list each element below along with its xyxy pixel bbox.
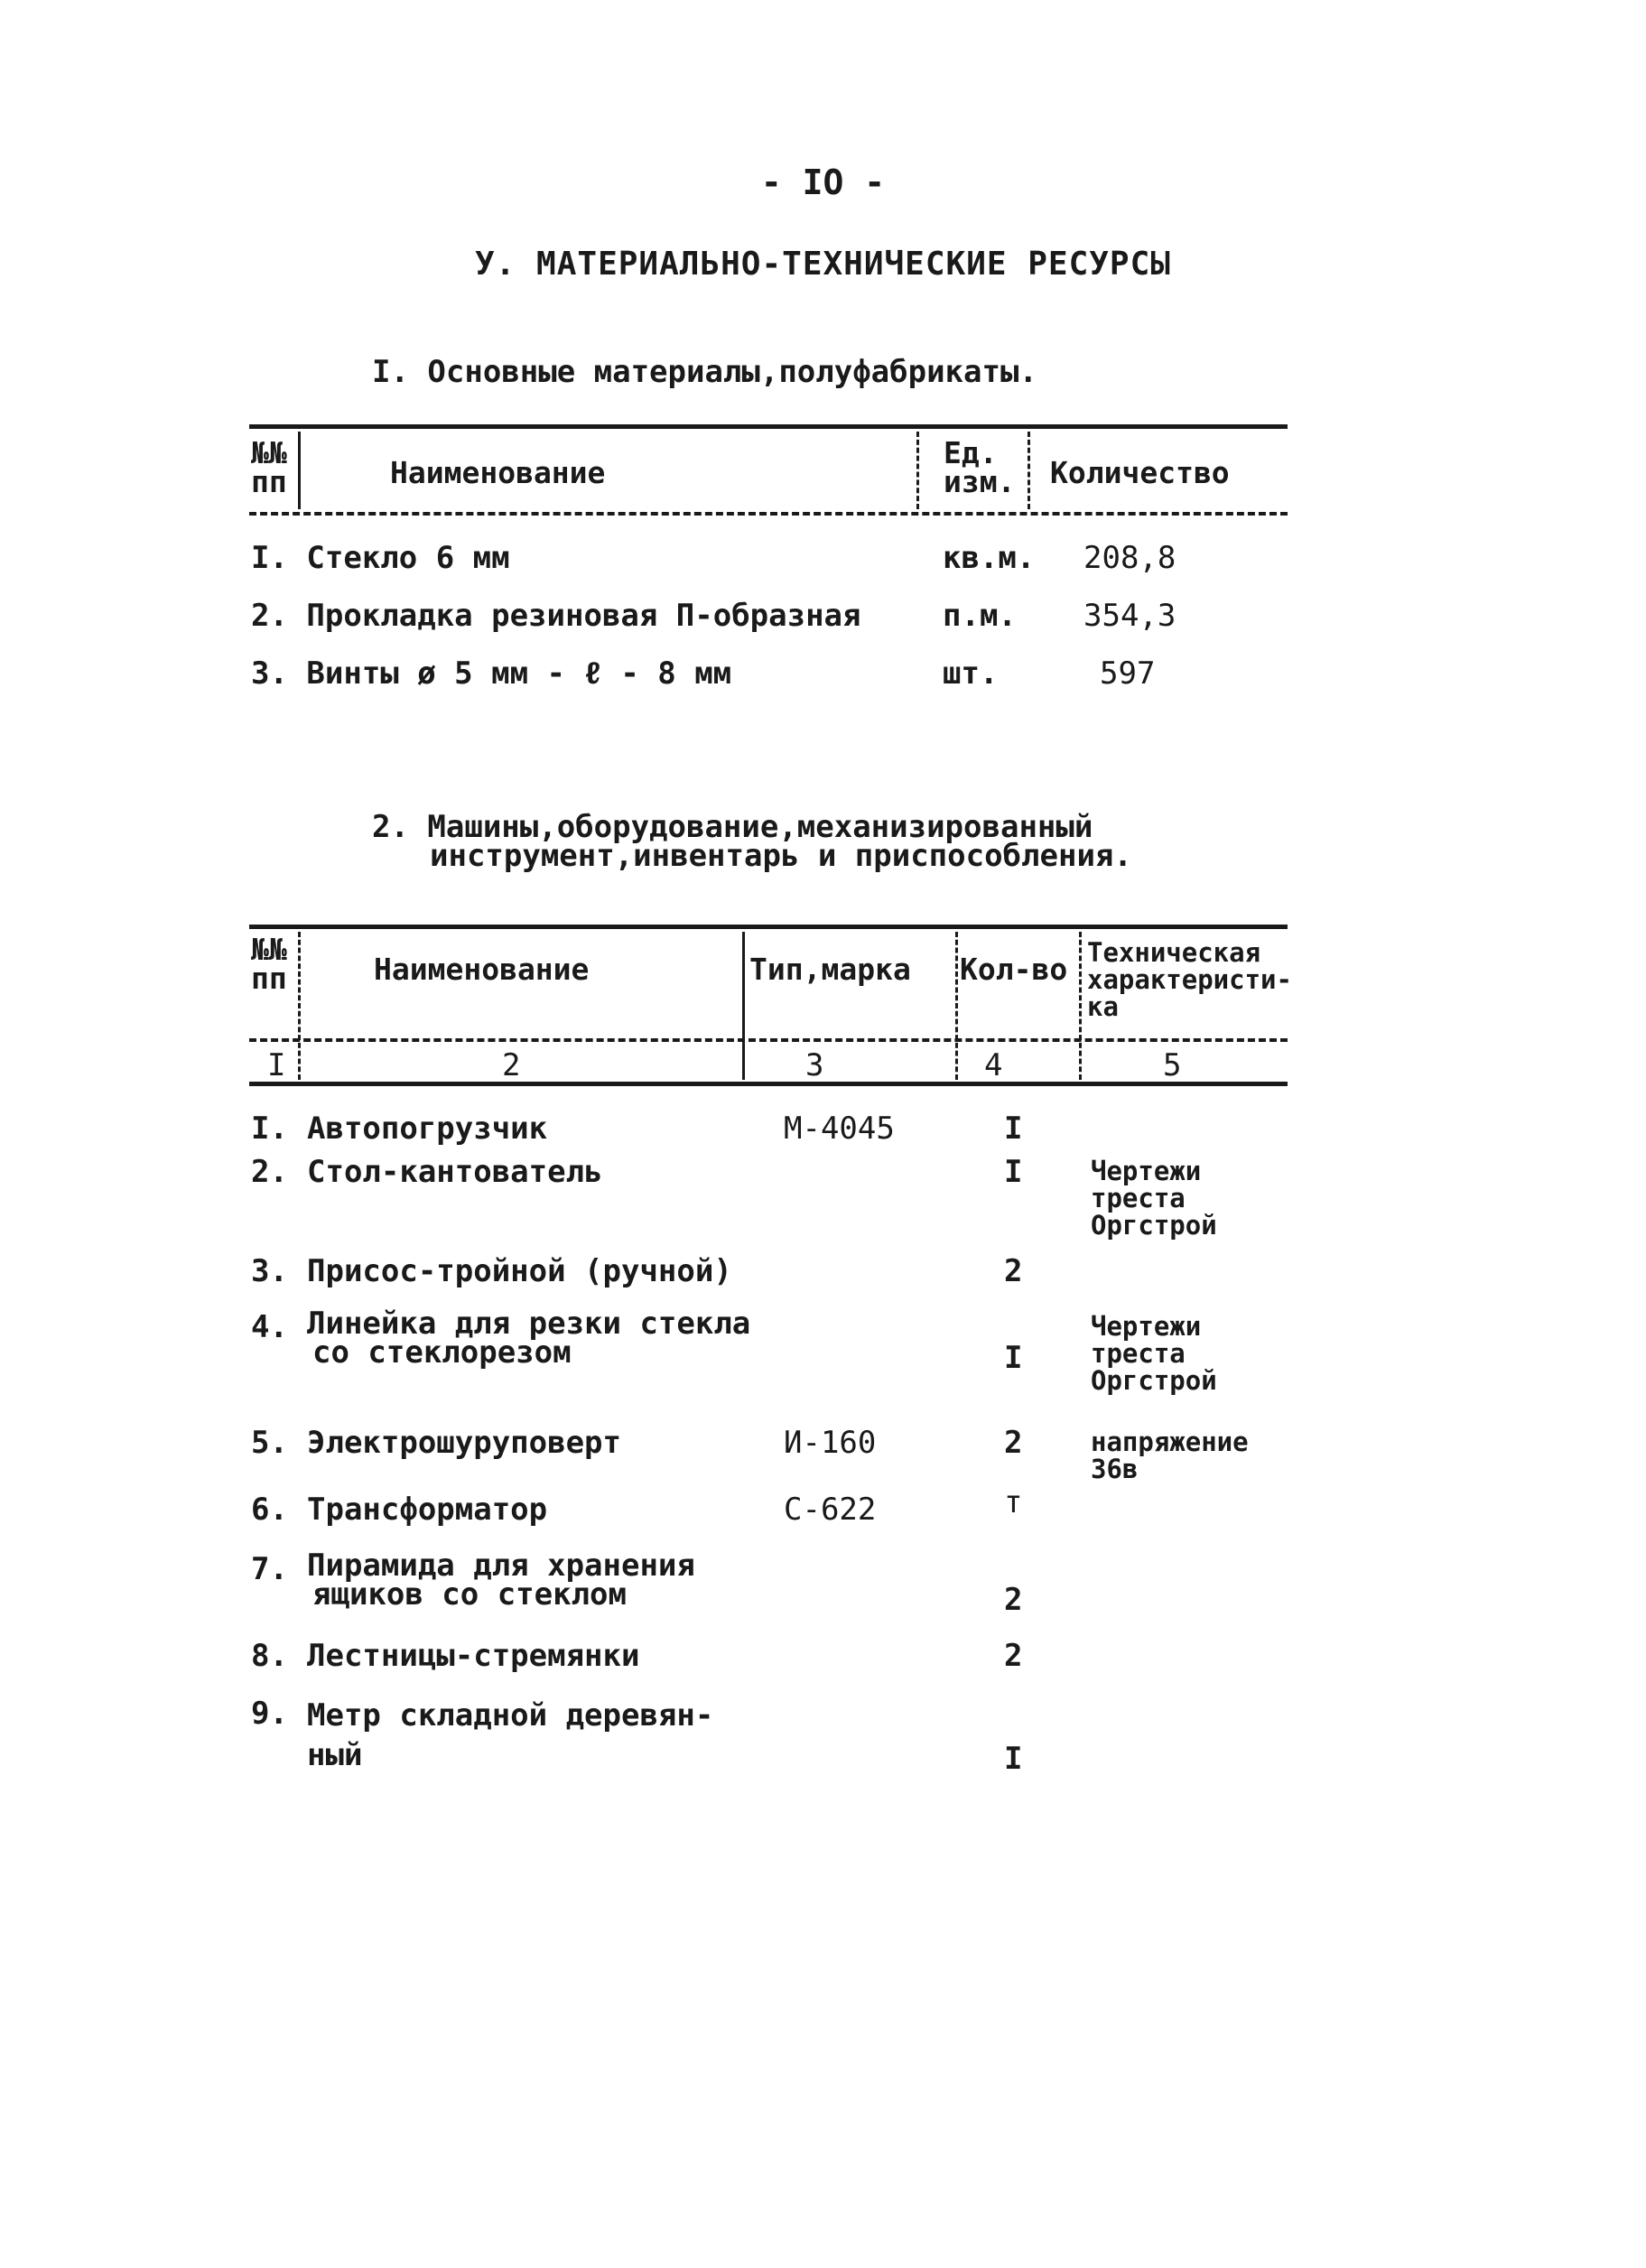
- table1-top-rule: [249, 424, 1288, 429]
- row-type: М-4045: [784, 1111, 895, 1147]
- col-number: I: [267, 1047, 286, 1083]
- header-unit-bottom: изм.: [944, 464, 1016, 499]
- table2-col-divider: [955, 932, 958, 1080]
- row-name: I. Стекло 6 мм: [251, 540, 510, 576]
- row-num: 6.: [251, 1492, 288, 1528]
- row-count: I: [1004, 1741, 1023, 1777]
- table2-header-tech: [1087, 939, 1292, 1020]
- row-name: Трансформатор: [307, 1492, 548, 1528]
- row-name-line: ный: [307, 1737, 363, 1773]
- row-type: С-622: [784, 1492, 877, 1528]
- row-num: 9.: [251, 1696, 288, 1732]
- header-unit-top: Ед.: [944, 435, 998, 470]
- row-qty: 354,3: [1083, 598, 1176, 634]
- row-tech: [1091, 1157, 1217, 1239]
- row-unit: кв.м.: [943, 540, 1036, 576]
- row-tech-line: Чертежи: [1091, 1156, 1202, 1186]
- col-number: 2: [502, 1047, 521, 1083]
- row-name: Присос-тройной (ручной): [307, 1253, 732, 1289]
- row-name-line: ящиков со стеклом: [312, 1576, 627, 1613]
- header-tech-2: характеристи-: [1087, 964, 1292, 995]
- header-num-bottom: пп: [251, 464, 287, 499]
- table2-colnum-rule: [249, 1082, 1288, 1086]
- section-title: У. МАТЕРИАЛЬНО-ТЕХНИЧЕСКИЕ РЕСУРСЫ: [475, 246, 1171, 283]
- row-tech-line: 36в: [1091, 1454, 1139, 1484]
- row-num: 3.: [251, 1253, 288, 1289]
- table1-header-unit: [944, 435, 1016, 499]
- row-qty: 597: [1100, 655, 1156, 692]
- table2-header-type: Тип,марка: [749, 952, 911, 987]
- row-tech-line: напряжение: [1091, 1427, 1249, 1457]
- row-tech: [1091, 1428, 1249, 1483]
- col-number: 4: [984, 1047, 1003, 1083]
- table1-header-rule: [249, 512, 1288, 516]
- row-tech: [1091, 1313, 1217, 1394]
- row-tech-line: треста: [1091, 1338, 1186, 1369]
- table2-top-rule: [249, 925, 1288, 929]
- row-num: 5.: [251, 1425, 288, 1461]
- row-count: I: [1004, 1111, 1023, 1147]
- row-tech-line: треста: [1091, 1183, 1186, 1213]
- row-num: 8.: [251, 1638, 288, 1674]
- row-name: [307, 1696, 713, 1775]
- row-name-line: со стеклорезом: [312, 1334, 572, 1371]
- row-tech-line: Оргстрой: [1091, 1210, 1217, 1241]
- row-count: I: [1004, 1340, 1023, 1376]
- row-count: I: [1004, 1154, 1023, 1190]
- row-name: 2. Прокладка резиновая П-образная: [251, 598, 861, 634]
- row-type: И-160: [784, 1425, 877, 1461]
- col-number: 5: [1163, 1047, 1182, 1083]
- row-name: Лестницы-стремянки: [307, 1638, 640, 1674]
- table2-title-line2: инструмент,инвентарь и приспособления.: [430, 838, 1132, 874]
- table2-col-divider: [298, 932, 301, 1080]
- page-number: - IO -: [760, 163, 886, 202]
- table2-title-line1: 2. Машины,оборудование,механизированный: [372, 809, 1093, 845]
- col-number: 3: [805, 1047, 824, 1083]
- table2-header-num: [251, 932, 287, 996]
- row-name-line: Пирамида для хранения: [307, 1548, 695, 1584]
- row-unit: шт.: [943, 655, 999, 692]
- row-unit: п.м.: [943, 598, 1017, 634]
- table1-title: I. Основные материалы,полуфабрикаты.: [372, 354, 1037, 390]
- row-qty: 208,8: [1083, 540, 1176, 576]
- header-num-top: №№: [251, 932, 287, 967]
- table1-header-name: Наименование: [390, 455, 606, 490]
- table1-header-num: [251, 435, 287, 499]
- row-name: Стол-кантователь: [307, 1154, 603, 1190]
- table2-header-name: Наименование: [374, 952, 590, 987]
- table1-col-divider: [916, 432, 919, 509]
- row-num: 7.: [251, 1551, 288, 1587]
- row-name: 3. Винты ø 5 мм - ℓ - 8 мм: [251, 655, 732, 692]
- row-name-line: Метр складной деревян-: [307, 1697, 714, 1734]
- row-tech-line: Оргстрой: [1091, 1365, 1217, 1396]
- table2-title: [372, 809, 1132, 874]
- table2-col-divider: [1079, 932, 1082, 1080]
- header-num-top: №№: [251, 435, 287, 470]
- table2-header-count: Кол-во: [960, 952, 1068, 987]
- row-name: [307, 1548, 695, 1613]
- table1-header-quantity: Количество: [1050, 455, 1230, 490]
- row-count: 2: [1004, 1582, 1023, 1618]
- row-name-line: Линейка для резки стекла: [307, 1306, 751, 1342]
- row-num: 2.: [251, 1154, 288, 1190]
- row-count: 2: [1004, 1253, 1023, 1289]
- table1-col-divider: [298, 432, 301, 509]
- row-count: т: [1004, 1484, 1023, 1520]
- row-count: 2: [1004, 1425, 1023, 1461]
- row-tech-line: Чертежи: [1091, 1311, 1202, 1342]
- row-name: [307, 1306, 751, 1371]
- row-name: Электрошуруповерт: [307, 1425, 621, 1461]
- table2-col-divider: [742, 932, 745, 1080]
- row-count: 2: [1004, 1638, 1023, 1674]
- header-tech-1: Техническая: [1087, 937, 1261, 968]
- table2-header-rule: [249, 1038, 1288, 1042]
- table1-col-divider: [1028, 432, 1030, 509]
- row-name: Автопогрузчик: [307, 1111, 548, 1147]
- row-num: I.: [251, 1111, 288, 1147]
- row-num: 4.: [251, 1309, 288, 1345]
- header-tech-3: ка: [1087, 991, 1119, 1022]
- header-num-bottom: пп: [251, 961, 287, 996]
